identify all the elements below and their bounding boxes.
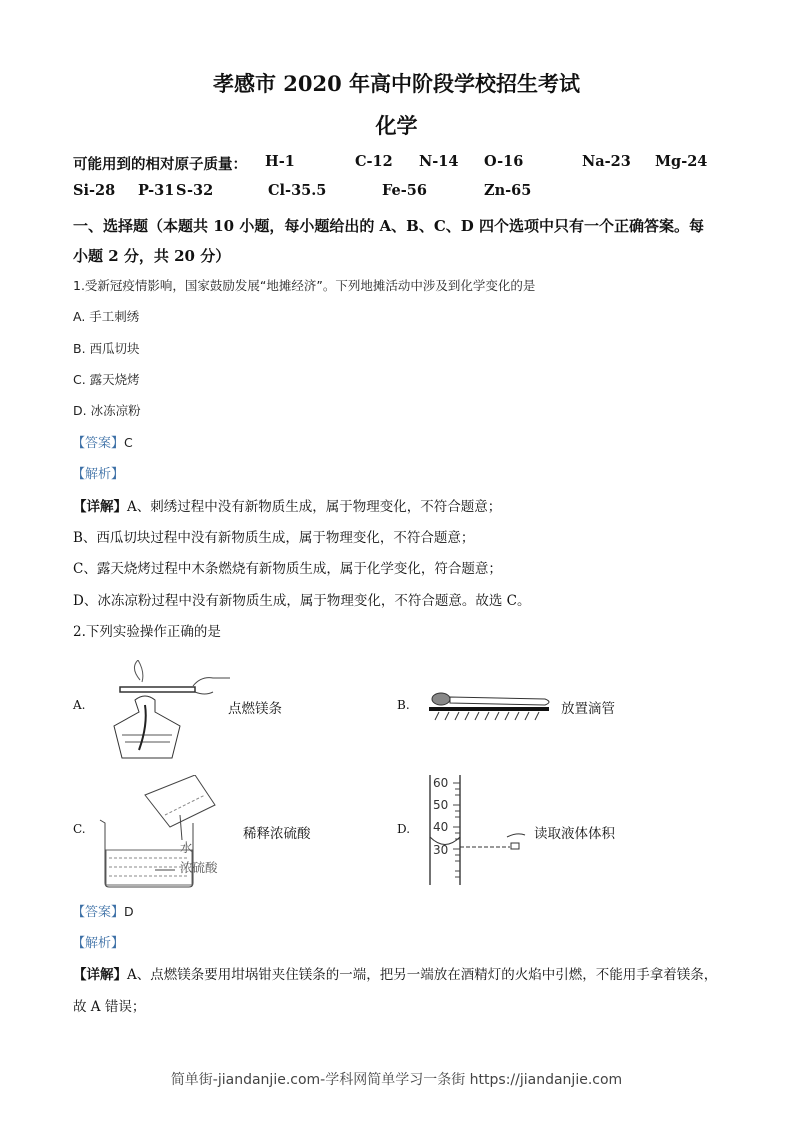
answer-value: D — [124, 904, 134, 919]
q1-detail-a — [73, 495, 501, 515]
answer-label: 【答案】 — [72, 905, 125, 920]
atomic-masses-label: 可能用到的相对原子质量： — [73, 156, 247, 173]
question-1-stem: 1.受新冠疫情影响，国家鼓励发展“地摊经济”。下列地摊活动中涉及到化学变化的是 — [73, 278, 536, 293]
q2-detail-a — [73, 963, 717, 983]
detail-text: A、刺绣过程中没有新物质生成，属于物理变化，不符合题意； — [127, 499, 502, 515]
q1-detail-d: D、冰冻凉粉过程中没有新物质生成，属于物理变化，不符合题意。故选 C。 — [73, 593, 531, 609]
q1-option-c: C. 露天烧烤 — [73, 372, 140, 387]
scale-30: 30 — [433, 843, 449, 857]
q1-detail-c: C、露天烧烤过程中木条燃烧有新物质生成，属于化学变化，符合题意； — [73, 561, 502, 577]
q2-option-d-letter: D. — [397, 822, 411, 836]
mass-n: N-14 — [419, 153, 459, 170]
q2-option-b-letter: B. — [397, 698, 410, 712]
q1-option-d: D. 冰冻凉粉 — [73, 403, 141, 418]
mass-fe: Fe-56 — [382, 182, 427, 199]
scale-60: 60 — [433, 776, 449, 790]
mass-s: S-32 — [176, 182, 214, 199]
q2-option-a-caption: 点燃镁条 — [228, 701, 282, 717]
document-title: 孝感市 2020 年高中阶段学校招生考试 — [212, 71, 581, 96]
detail-label: 【详解】 — [73, 499, 127, 515]
mass-p: P-31 — [138, 182, 175, 199]
acid-label: 浓硫酸 — [180, 860, 218, 875]
q1-option-a: A. 手工刺绣 — [73, 309, 140, 324]
answer-value: C — [124, 435, 133, 450]
q2-option-d-caption: 读取液体体积 — [534, 826, 615, 842]
detail-text: A、点燃镁条要用坩埚钳夹住镁条的一端，把另一端放在酒精灯的火焰中引燃，不能用手拿着镁条， — [127, 967, 718, 983]
diluting-acid-figure — [95, 775, 245, 890]
scale-50: 50 — [433, 798, 449, 812]
q1-answer — [72, 432, 133, 451]
q2-option-c-letter: C. — [73, 822, 86, 836]
detail-label: 【详解】 — [73, 967, 127, 983]
q2-detail-a-cont: 故 A 错误； — [73, 999, 146, 1015]
alcohol-lamp-magnesium-figure — [100, 660, 230, 770]
question-2-stem: 2.下列实验操作正确的是 — [73, 624, 221, 640]
dropper-figure — [425, 690, 560, 722]
q2-option-a-letter: A. — [73, 698, 86, 712]
mass-zn: Zn-65 — [484, 182, 532, 199]
mass-cl: Cl-35.5 — [268, 182, 327, 199]
mass-si: Si-28 — [73, 182, 116, 199]
q1-option-b: B. 西瓜切块 — [73, 341, 140, 356]
q1-detail-b: B、西瓜切块过程中没有新物质生成，属于物理变化，不符合题意； — [73, 530, 475, 546]
q2-answer — [72, 901, 134, 920]
mass-o: O-16 — [484, 153, 524, 170]
answer-label: 【答案】 — [72, 436, 125, 451]
water-label: 水 — [180, 840, 193, 855]
mass-c: C-12 — [355, 153, 393, 170]
q2-option-b-caption: 放置滴管 — [561, 701, 615, 717]
section-heading-line1: 一、选择题（本题共 10 小题，每小题给出的 A、B、C、D 四个选项中只有一个正确答案。每 — [73, 217, 705, 235]
footer-watermark: 简单街-jiandanjie.com-学科网简单学习一条街 https://jiandanjie.com — [170, 1072, 623, 1088]
q1-analysis-label: 【解析】 — [72, 467, 125, 482]
q2-analysis-label: 【解析】 — [72, 936, 125, 951]
section-heading-line2: 小题 2 分，共 20 分） — [73, 247, 231, 265]
scale-40: 40 — [433, 820, 449, 834]
q2-option-c-caption: 稀释浓硫酸 — [243, 826, 311, 842]
mass-na: Na-23 — [582, 153, 631, 170]
subject-title: 化学 — [375, 113, 418, 138]
mass-h: H-1 — [265, 153, 295, 170]
mass-mg: Mg-24 — [655, 153, 708, 170]
